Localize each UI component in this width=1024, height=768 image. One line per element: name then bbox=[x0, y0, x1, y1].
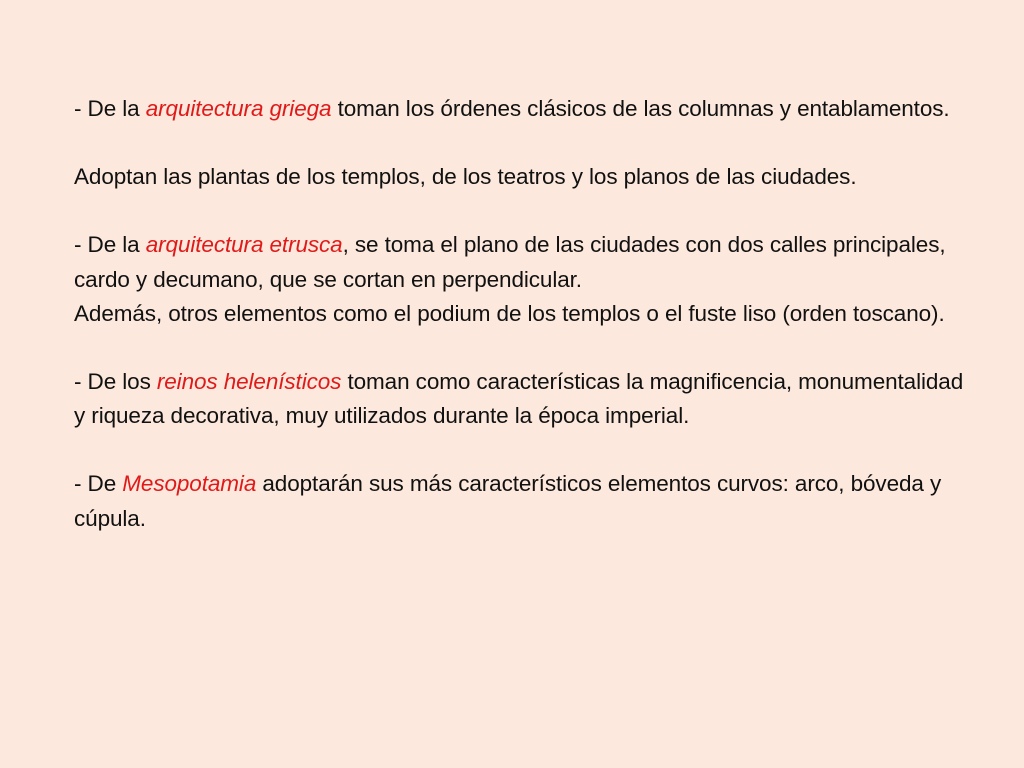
paragraph-prefix: - De la bbox=[74, 96, 146, 121]
paragraph-gap bbox=[74, 433, 964, 467]
paragraph-text: adoptarán sus más característicos elementos curvos: arco, bóveda y cúpula. bbox=[74, 471, 942, 531]
highlight-greek-architecture: arquitectura griega bbox=[145, 96, 332, 121]
paragraph-etruscan-architecture bbox=[74, 228, 964, 296]
paragraph-greek-plans bbox=[74, 160, 964, 194]
paragraph-hellenistic-kingdoms bbox=[74, 365, 964, 433]
paragraph-text: toman los órdenes clásicos de las columnas y entablamentos. bbox=[331, 96, 950, 121]
paragraph-text: Adoptan las plantas de los templos, de los teatros y los planos de las ciudades. bbox=[74, 164, 857, 190]
paragraph-gap bbox=[74, 331, 964, 365]
highlight-hellenistic-kingdoms: reinos helenísticos bbox=[156, 369, 342, 395]
highlight-etruscan-architecture: arquitectura etrusca bbox=[145, 232, 343, 258]
paragraph-etruscan-elements bbox=[74, 297, 964, 331]
paragraph-greek-architecture bbox=[74, 92, 964, 126]
paragraph-text: toman como características la magnificencia, monumentalidad y riqueza decorativa, muy utilizados durante la época imperial. bbox=[74, 369, 964, 429]
paragraph-prefix: - De bbox=[74, 471, 123, 497]
paragraph-prefix: - De los bbox=[74, 369, 157, 395]
paragraph-text: , se toma el plano de las ciudades con dos calles principales, cardo y decumano, que se cortan en perpendicular. bbox=[74, 232, 946, 292]
paragraph-mesopotamia bbox=[74, 467, 964, 535]
paragraph-prefix: - De la bbox=[74, 232, 146, 258]
paragraph-gap bbox=[74, 194, 964, 228]
paragraph-gap bbox=[74, 126, 964, 160]
highlight-mesopotamia: Mesopotamia bbox=[122, 471, 257, 497]
paragraph-text: Además, otros elementos como el podium de los templos o el fuste liso (orden toscano). bbox=[74, 300, 945, 326]
